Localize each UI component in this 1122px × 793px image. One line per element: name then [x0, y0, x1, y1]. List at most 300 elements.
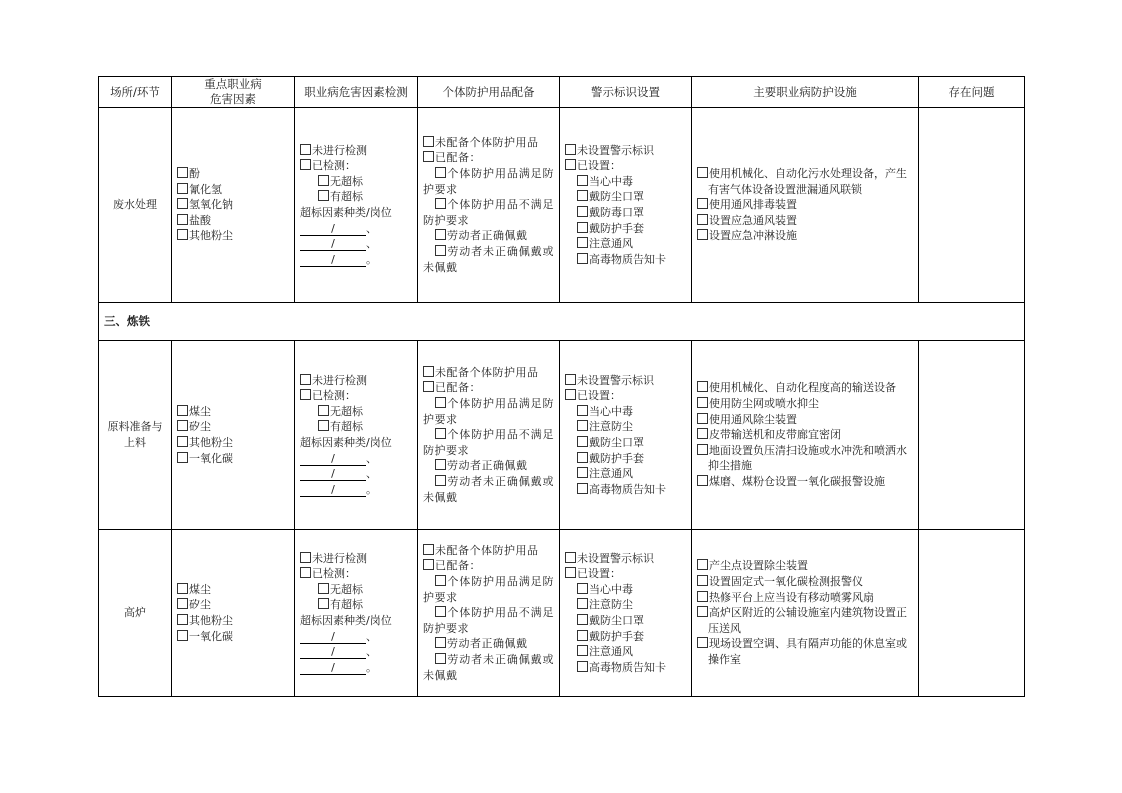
sign-option[interactable]: [565, 644, 686, 660]
exceed-factor-input[interactable]: /: [300, 452, 366, 466]
checkbox[interactable]: [577, 190, 588, 201]
sign-option[interactable]: [565, 551, 686, 567]
facility-option[interactable]: [697, 474, 913, 490]
facility-option[interactable]: [697, 574, 913, 590]
checkbox[interactable]: [177, 405, 188, 416]
hazard-label: 盐酸: [189, 213, 211, 227]
ppe-cell: [418, 341, 560, 530]
checkbox[interactable]: [577, 645, 588, 656]
sign-option[interactable]: [565, 205, 686, 221]
facility-label: 设置应急冲淋设施: [709, 229, 797, 243]
facilities-cell: [692, 108, 919, 303]
sign-label: 已设置：: [577, 567, 621, 581]
section-row: [99, 303, 1025, 341]
checkbox[interactable]: [423, 559, 434, 570]
sign-option[interactable]: [565, 404, 686, 420]
ppe-label: 未配备个体防护用品: [435, 365, 539, 379]
checkbox[interactable]: [177, 167, 188, 178]
facilities-cell: [692, 530, 919, 697]
exceed-factor-input[interactable]: /: [300, 467, 366, 481]
sign-option[interactable]: [565, 435, 686, 451]
sign-option[interactable]: [565, 482, 686, 498]
hazard-option[interactable]: [177, 404, 289, 420]
sign-label: 未设置警示标识: [577, 143, 654, 157]
detection-option[interactable]: [300, 419, 412, 435]
checkbox[interactable]: [577, 661, 588, 672]
checkbox[interactable]: [697, 214, 708, 225]
sign-option[interactable]: [565, 388, 686, 404]
checkbox[interactable]: [435, 653, 446, 664]
sign-label: 戴防护手套: [589, 221, 644, 235]
checkbox[interactable]: [435, 459, 446, 470]
exceed-factor-entry: [300, 482, 412, 498]
detection-label: 无超标: [330, 174, 363, 188]
checkbox[interactable]: [435, 198, 446, 209]
checkbox[interactable]: [423, 136, 434, 147]
column-header-label: 主要职业病防护设施: [753, 84, 857, 99]
hazard-option[interactable]: [177, 197, 289, 213]
sign-label: 戴防护手套: [589, 629, 644, 643]
separator: 、: [366, 237, 377, 251]
checkbox[interactable]: [697, 198, 708, 209]
hazard-label: 其他粉尘: [189, 436, 233, 449]
hazard-label: 一氧化碳: [189, 451, 233, 465]
table-row: [99, 341, 1025, 530]
checkbox[interactable]: [577, 598, 588, 609]
hazard-label: 酚: [189, 167, 200, 181]
detection-option[interactable]: [300, 373, 412, 389]
checkbox[interactable]: [435, 575, 446, 586]
checkbox[interactable]: [577, 467, 588, 478]
checkbox[interactable]: [318, 175, 329, 186]
hazard-label: 煤尘: [189, 404, 211, 418]
facility-label: 使用通风排毒装置: [709, 198, 797, 212]
hazard-label: 其他粉尘: [189, 614, 233, 627]
inspection-table: [98, 76, 1025, 697]
sign-label: 注意防尘: [589, 420, 633, 434]
sign-label: 当心中毒: [589, 582, 633, 596]
column-header-place: [99, 77, 172, 108]
detection-label: 无超标: [330, 582, 363, 596]
detection-label: 未进行检测: [312, 143, 367, 157]
checkbox[interactable]: [577, 420, 588, 431]
sign-label: 戴防尘口罩: [589, 190, 644, 204]
ppe-option[interactable]: [423, 244, 554, 275]
table-row: [99, 108, 1025, 303]
hazard-option[interactable]: [177, 419, 289, 435]
sign-option[interactable]: [565, 189, 686, 205]
checkbox[interactable]: [300, 159, 311, 170]
facility-option[interactable]: [697, 412, 913, 428]
sign-option[interactable]: [565, 174, 686, 190]
sign-label: 戴防尘口罩: [589, 614, 644, 627]
sign-label: 戴防护手套: [589, 451, 644, 465]
facility-label: 使用机械化、自动化程度高的输送设备: [709, 381, 896, 395]
detection-option[interactable]: [300, 143, 412, 159]
ppe-option[interactable]: [423, 197, 554, 228]
sign-label: 高毒物质告知卡: [589, 482, 666, 496]
ppe-label: 未配备个体防护用品: [435, 543, 539, 557]
place-name: 原料准备与上料: [107, 420, 163, 449]
exceed-factor-entry: [300, 629, 412, 645]
ppe-option[interactable]: [423, 166, 554, 197]
issues-cell[interactable]: [919, 108, 1025, 303]
checkbox[interactable]: [318, 583, 329, 594]
sign-label: 高毒物质告知卡: [589, 660, 666, 674]
exceed-factor-input[interactable]: /: [300, 253, 366, 267]
facility-option[interactable]: [697, 228, 913, 244]
checkbox[interactable]: [300, 389, 311, 400]
column-header-issues: [919, 77, 1025, 108]
checkbox[interactable]: [577, 583, 588, 594]
checkbox[interactable]: [697, 606, 708, 617]
checkbox[interactable]: [565, 159, 576, 170]
checkbox[interactable]: [697, 397, 708, 408]
issues-cell[interactable]: [919, 530, 1025, 697]
hazard-option[interactable]: [177, 228, 289, 244]
facility-option[interactable]: [697, 443, 913, 474]
ppe-option[interactable]: [423, 605, 554, 636]
facility-option[interactable]: [697, 605, 913, 636]
ppe-option[interactable]: [423, 636, 554, 652]
sign-option[interactable]: [565, 466, 686, 482]
checkbox[interactable]: [565, 374, 576, 385]
facility-option[interactable]: [697, 396, 913, 412]
exceed-factor-entry: [300, 252, 412, 268]
facility-option[interactable]: [697, 197, 913, 213]
sign-label: 注意通风: [589, 237, 633, 251]
checkbox[interactable]: [577, 405, 588, 416]
exceed-factor-input[interactable]: /: [300, 222, 366, 236]
sign-option[interactable]: [565, 143, 686, 159]
checkbox[interactable]: [300, 144, 311, 155]
checkbox[interactable]: [697, 229, 708, 240]
separator: 。: [366, 482, 377, 496]
facilities-cell: [692, 341, 919, 530]
checkbox[interactable]: [565, 552, 576, 563]
sign-label: 当心中毒: [589, 174, 633, 188]
separator: 、: [366, 221, 377, 235]
checkbox[interactable]: [577, 452, 588, 463]
sign-label: 当心中毒: [589, 404, 633, 418]
checkbox[interactable]: [697, 591, 708, 602]
ppe-label: 劳动者未正确佩戴或未佩戴: [423, 652, 554, 682]
sign-label: 注意防尘: [589, 598, 633, 612]
ppe-option[interactable]: [423, 135, 554, 151]
sign-label: 已设置：: [577, 389, 621, 403]
sign-label: 注意通风: [589, 645, 633, 659]
checkbox[interactable]: [300, 567, 311, 578]
facility-label: 地面设置负压清扫设施或水冲洗和喷洒水抑尘措施: [708, 443, 907, 473]
facility-label: 设置固定式一氧化碳检测报警仪: [709, 575, 863, 589]
column-header-label: 职业病危害因素检测: [304, 84, 408, 99]
exceed-factor-entry: [300, 644, 412, 660]
hazard-option[interactable]: [177, 597, 289, 613]
exceed-factor-input[interactable]: /: [300, 237, 366, 251]
checkbox[interactable]: [177, 452, 188, 463]
checkbox[interactable]: [435, 167, 446, 178]
sign-option[interactable]: [565, 236, 686, 252]
detection-label: 已检测：: [312, 159, 356, 173]
checkbox[interactable]: [435, 245, 446, 256]
hazard-option[interactable]: [177, 582, 289, 598]
detection-option[interactable]: [300, 597, 412, 613]
sign-option[interactable]: [565, 252, 686, 268]
sign-option[interactable]: [565, 158, 686, 174]
ppe-label: 个体防护用品不满足防护要求: [423, 428, 554, 457]
sign-label: 戴防尘口罩: [589, 436, 644, 449]
facility-label: 使用机械化、自动化污水处理设备，产生有害气体设备设置泄漏通风联锁: [708, 167, 907, 196]
facility-option[interactable]: [697, 166, 913, 197]
column-header-detection: [295, 77, 418, 108]
column-header-label: 重点职业病 危害因素: [204, 77, 262, 106]
checkbox[interactable]: [697, 167, 708, 178]
checkbox[interactable]: [435, 606, 446, 617]
facility-label: 现场设置空调、具有隔声功能的休息室或操作室: [708, 637, 907, 666]
detection-option[interactable]: [300, 189, 412, 205]
checkbox[interactable]: [577, 253, 588, 264]
exceed-factor-label: 超标因素种类/岗位: [300, 614, 392, 627]
ppe-option[interactable]: [423, 558, 554, 574]
ppe-option[interactable]: [423, 543, 554, 559]
checkbox[interactable]: [423, 381, 434, 392]
sign-option[interactable]: [565, 660, 686, 676]
hazard-label: 煤尘: [189, 582, 211, 596]
checkbox[interactable]: [177, 598, 188, 609]
ppe-option[interactable]: [423, 427, 554, 458]
detection-label: 未进行检测: [312, 551, 367, 565]
checkbox[interactable]: [697, 428, 708, 439]
column-header-label: 场所/环节: [110, 84, 160, 99]
checkbox[interactable]: [697, 475, 708, 486]
sign-label: 高毒物质告知卡: [589, 252, 666, 266]
hazard-label: 氰化氢: [189, 182, 222, 196]
checkbox[interactable]: [697, 637, 708, 648]
sign-option[interactable]: [565, 373, 686, 389]
checkbox[interactable]: [423, 366, 434, 377]
sign-label: 已设置：: [577, 159, 621, 173]
facility-label: 热修平台上应当设有移动喷雾风扇: [709, 590, 874, 604]
facility-option[interactable]: [697, 636, 913, 667]
ppe-option[interactable]: [423, 150, 554, 166]
separator: 。: [366, 252, 377, 266]
checkbox[interactable]: [565, 389, 576, 400]
exceed-factor-entry: [300, 451, 412, 467]
place-name: 废水处理: [113, 198, 157, 212]
detection-option[interactable]: [300, 404, 412, 420]
checkbox[interactable]: [177, 420, 188, 431]
checkbox[interactable]: [435, 475, 446, 486]
detection-label: 已检测：: [312, 567, 356, 581]
facility-option[interactable]: [697, 590, 913, 606]
hazard-label: 其他粉尘: [189, 229, 233, 243]
exceed-factor-input[interactable]: /: [300, 661, 366, 675]
checkbox[interactable]: [697, 444, 708, 455]
ppe-label: 未配备个体防护用品: [435, 135, 539, 149]
ppe-option[interactable]: [423, 365, 554, 381]
ppe-label: 已配备：: [435, 151, 481, 165]
checkbox[interactable]: [177, 614, 188, 625]
ppe-cell: [418, 530, 560, 697]
hazard-label: 氢氧化钠: [189, 198, 233, 212]
checkbox[interactable]: [318, 598, 329, 609]
sign-label: 注意通风: [589, 467, 633, 481]
hazards-cell: [172, 341, 295, 530]
checkbox[interactable]: [565, 144, 576, 155]
detection-cell: [295, 530, 418, 697]
facility-label: 使用通风除尘装置: [709, 412, 797, 426]
checkbox[interactable]: [318, 190, 329, 201]
detection-label: 有超标: [330, 420, 363, 434]
hazard-label: 矽尘: [189, 598, 211, 612]
detection-label: 有超标: [330, 598, 363, 612]
checkbox[interactable]: [577, 206, 588, 217]
signs-cell: [560, 530, 692, 697]
hazard-option[interactable]: [177, 629, 289, 645]
column-header-facilities: [692, 77, 919, 108]
facility-label: 设置应急通风装置: [709, 213, 797, 227]
ppe-option[interactable]: [423, 458, 554, 474]
ppe-option[interactable]: [423, 474, 554, 505]
column-header-label: 存在问题: [948, 84, 995, 99]
place-cell: [99, 341, 172, 530]
exceed-factor-label: 超标因素种类/岗位: [300, 206, 392, 219]
sign-option[interactable]: [565, 221, 686, 237]
ppe-label: 劳动者正确佩戴: [447, 229, 528, 243]
place-name: 高炉: [124, 606, 146, 620]
facility-label: 煤磨、煤粉仓设置一氧化碳报警设施: [709, 474, 885, 488]
checkbox[interactable]: [318, 420, 329, 431]
ppe-label: 劳动者未正确佩戴或未佩戴: [423, 474, 554, 504]
detection-option[interactable]: [300, 158, 412, 174]
checkbox[interactable]: [577, 436, 588, 447]
checkbox[interactable]: [423, 544, 434, 555]
checkbox[interactable]: [577, 614, 588, 625]
checkbox[interactable]: [577, 630, 588, 641]
sign-label: 未设置警示标识: [577, 373, 654, 387]
facility-option[interactable]: [697, 213, 913, 229]
hazard-option[interactable]: [177, 182, 289, 198]
checkbox[interactable]: [697, 381, 708, 392]
detection-label: 有超标: [330, 190, 363, 204]
sign-option[interactable]: [565, 419, 686, 435]
hazard-label: 矽尘: [189, 420, 211, 434]
separator: 、: [366, 629, 377, 643]
signs-cell: [560, 108, 692, 303]
checkbox[interactable]: [697, 575, 708, 586]
sign-option[interactable]: [565, 582, 686, 598]
ppe-label: 个体防护用品满足防护要求: [423, 575, 554, 604]
facility-label: 皮带输送机和皮带廊宜密闭: [709, 428, 841, 442]
separator: 、: [366, 645, 377, 659]
checkbox[interactable]: [177, 229, 188, 240]
signs-cell: [560, 341, 692, 530]
hazard-option[interactable]: [177, 451, 289, 467]
ppe-label: 个体防护用品满足防护要求: [423, 397, 554, 426]
issues-cell[interactable]: [919, 341, 1025, 530]
checkbox[interactable]: [577, 175, 588, 186]
column-header-ppe: [418, 77, 560, 108]
exceed-factor-input[interactable]: /: [300, 630, 366, 644]
sign-option[interactable]: [565, 597, 686, 613]
hazard-option[interactable]: [177, 213, 289, 229]
exceed-factor-entry: [300, 236, 412, 252]
detection-option[interactable]: [300, 566, 412, 582]
separator: 、: [366, 467, 377, 481]
checkbox[interactable]: [300, 552, 311, 563]
checkbox[interactable]: [435, 397, 446, 408]
column-header-signs: [560, 77, 692, 108]
facility-option[interactable]: [697, 558, 913, 574]
checkbox[interactable]: [435, 229, 446, 240]
checkbox[interactable]: [577, 483, 588, 494]
checkbox[interactable]: [177, 183, 188, 194]
sign-label: 戴防毒口罩: [589, 206, 644, 219]
sign-option[interactable]: [565, 566, 686, 582]
hazard-option[interactable]: [177, 613, 289, 629]
facility-label: 使用防尘网或喷水抑尘: [709, 397, 819, 411]
place-cell: [99, 108, 172, 303]
detection-option[interactable]: [300, 388, 412, 404]
exceed-factor-entry: [300, 221, 412, 237]
exceed-factor-input[interactable]: /: [300, 483, 366, 497]
detection-option[interactable]: [300, 582, 412, 598]
checkbox[interactable]: [577, 237, 588, 248]
ppe-label: 劳动者正确佩戴: [447, 637, 528, 651]
facility-option[interactable]: [697, 380, 913, 396]
checkbox[interactable]: [697, 413, 708, 424]
checkbox[interactable]: [435, 428, 446, 439]
checkbox[interactable]: [177, 630, 188, 641]
checkbox[interactable]: [300, 374, 311, 385]
ppe-option[interactable]: [423, 380, 554, 396]
detection-option[interactable]: [300, 551, 412, 567]
section-title: 三、炼铁: [99, 303, 1025, 341]
checkbox[interactable]: [177, 214, 188, 225]
checkbox[interactable]: [318, 405, 329, 416]
checkbox[interactable]: [565, 567, 576, 578]
detection-option[interactable]: [300, 174, 412, 190]
sign-option[interactable]: [565, 613, 686, 629]
ppe-option[interactable]: [423, 574, 554, 605]
sign-label: 未设置警示标识: [577, 551, 654, 565]
exceed-factor-label: 超标因素种类/岗位: [300, 436, 392, 449]
ppe-label: 个体防护用品不满足防护要求: [423, 198, 554, 227]
ppe-option[interactable]: [423, 652, 554, 683]
exceed-factor-input[interactable]: /: [300, 645, 366, 659]
checkbox[interactable]: [423, 151, 434, 162]
facility-option[interactable]: [697, 427, 913, 443]
sign-option[interactable]: [565, 451, 686, 467]
ppe-option[interactable]: [423, 396, 554, 427]
checkbox[interactable]: [177, 436, 188, 447]
checkbox[interactable]: [435, 637, 446, 648]
checkbox[interactable]: [697, 559, 708, 570]
ppe-option[interactable]: [423, 228, 554, 244]
facility-label: 高炉区附近的公辅设施室内建筑物设置正压送风: [708, 606, 907, 635]
checkbox[interactable]: [177, 198, 188, 209]
sign-option[interactable]: [565, 629, 686, 645]
hazard-option[interactable]: [177, 166, 289, 182]
detection-cell: [295, 108, 418, 303]
column-header-label: 警示标识设置: [591, 84, 660, 99]
checkbox[interactable]: [577, 222, 588, 233]
checkbox[interactable]: [177, 583, 188, 594]
hazard-option[interactable]: [177, 435, 289, 451]
separator: 、: [366, 451, 377, 465]
hazards-cell: [172, 530, 295, 697]
separator: 。: [366, 660, 377, 674]
